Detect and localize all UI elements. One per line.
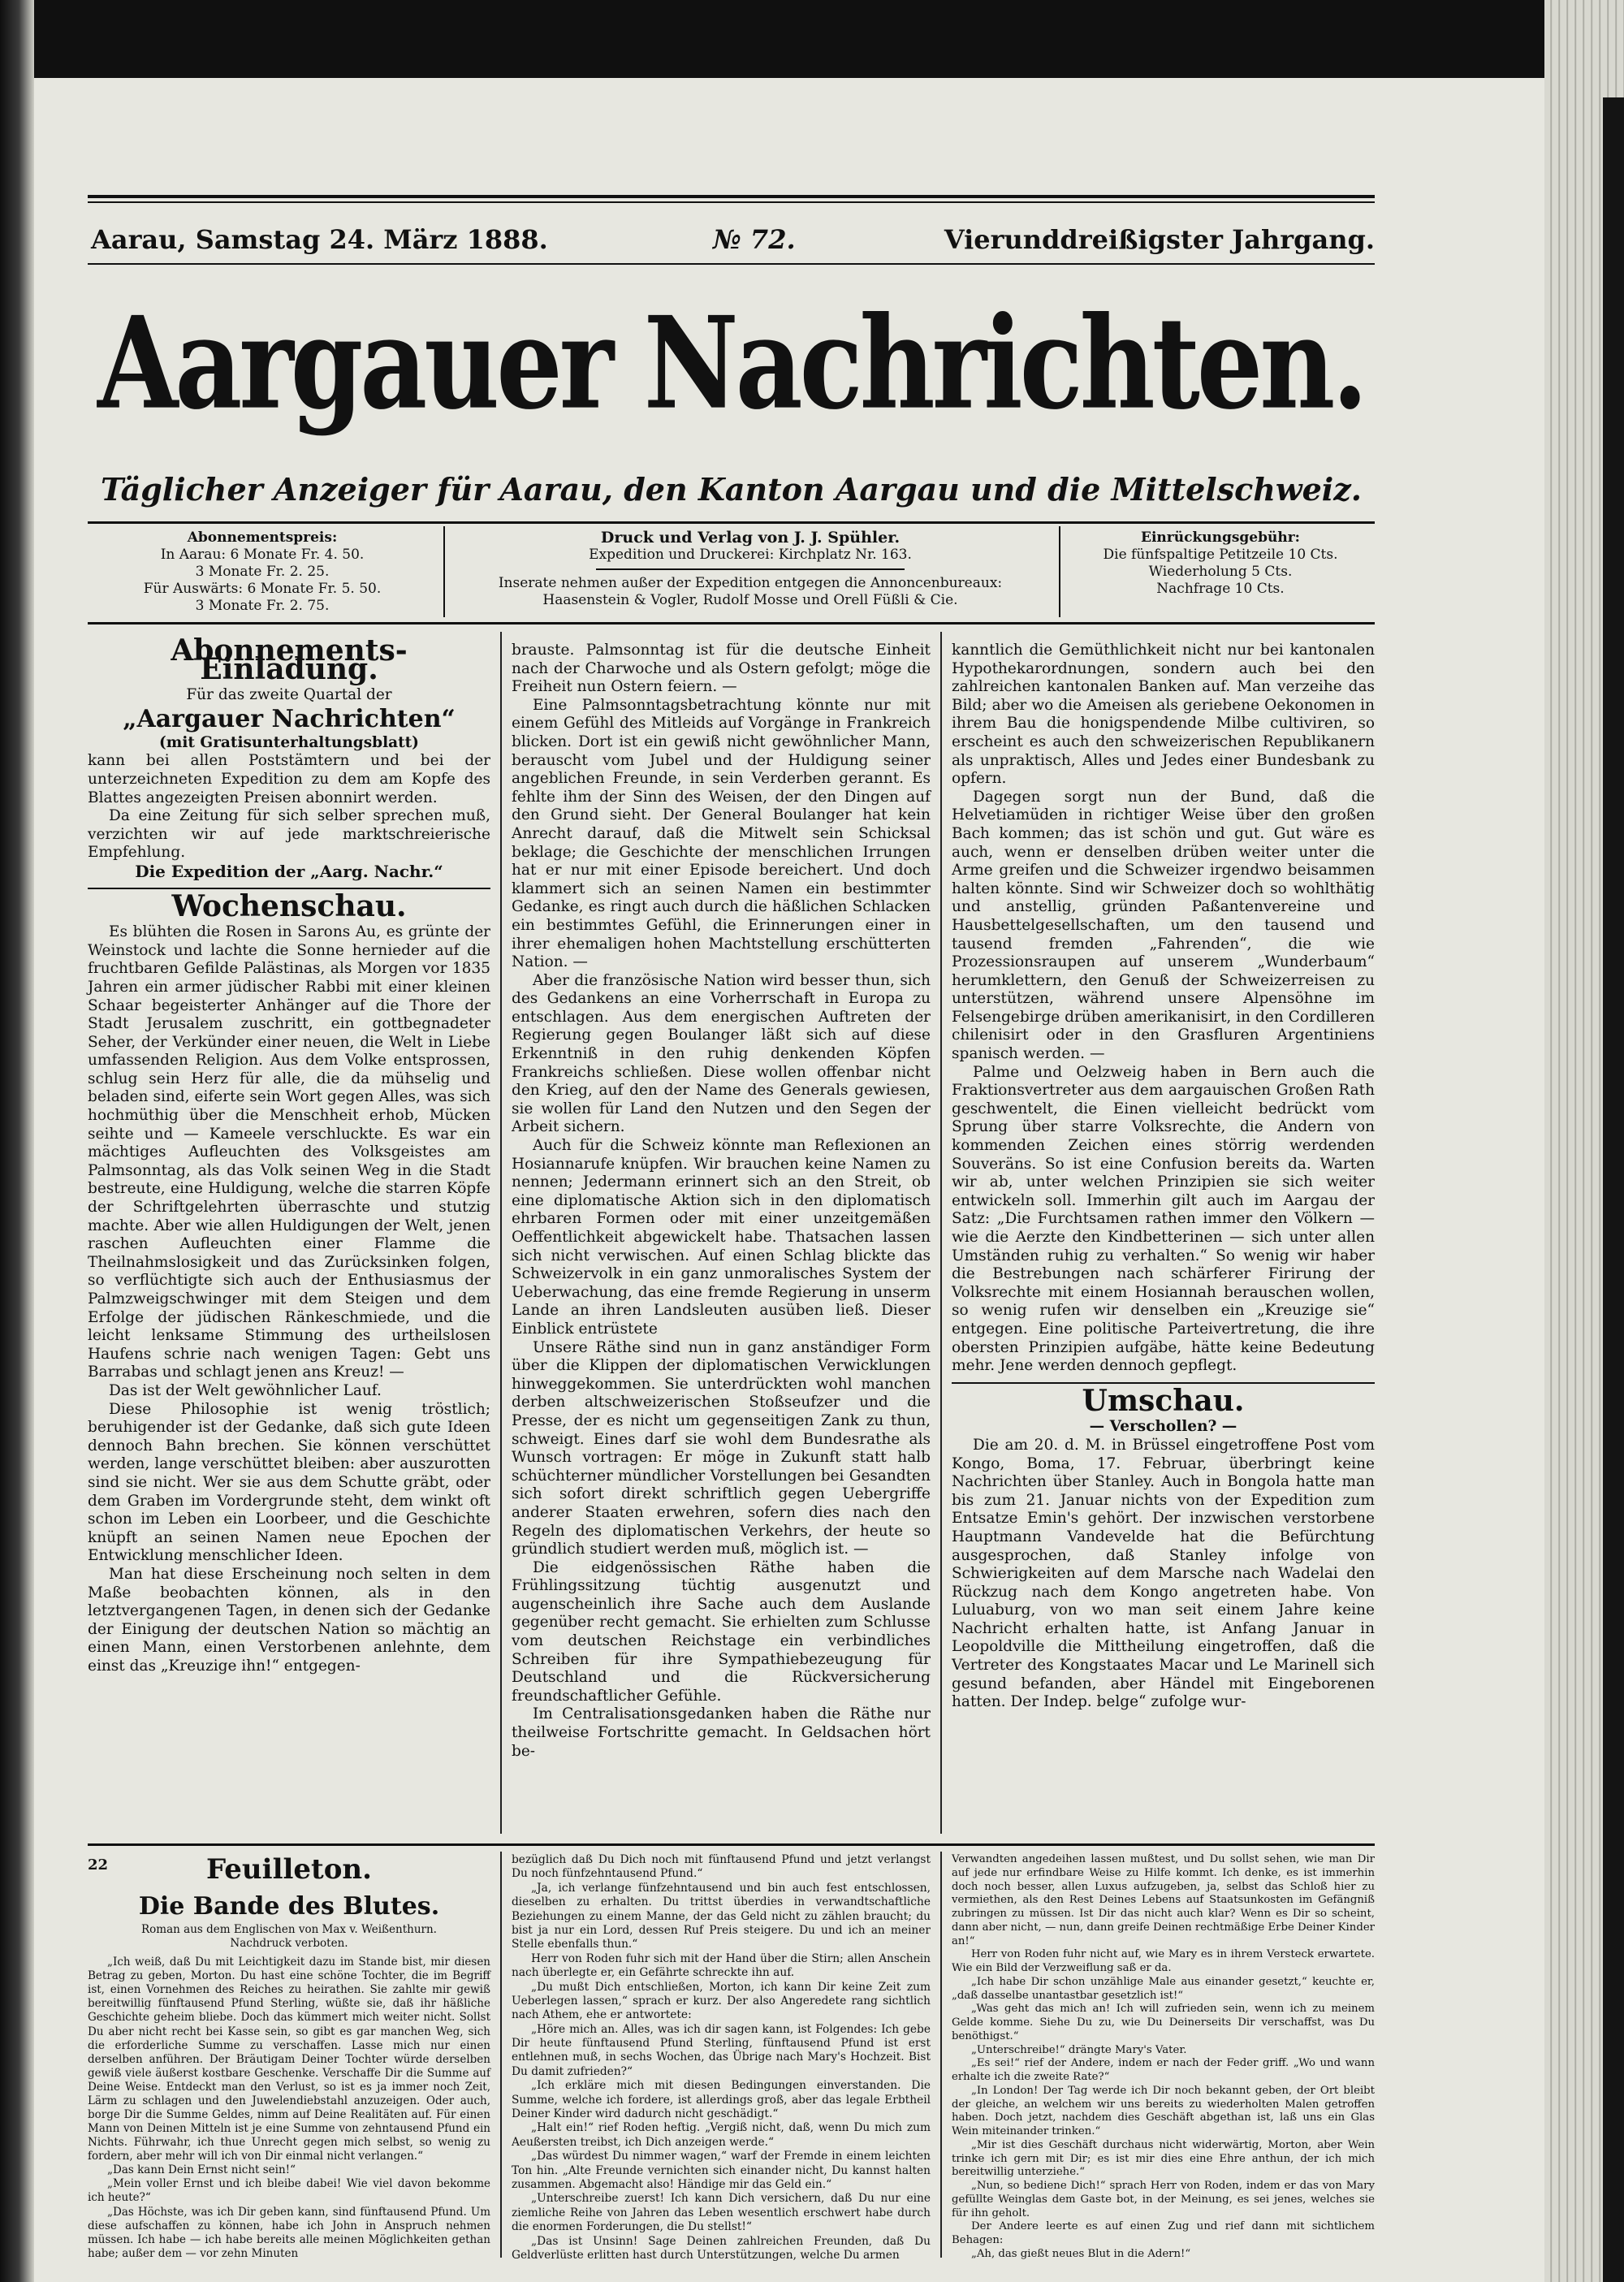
novel-title: Die Bande des Blutes. [138,1892,440,1921]
subscription-line: 3 Monate Fr. 2. 25. [195,564,330,580]
ads-line: Inserate nehmen außer der Expedition entgegen die Annoncenbureaux: [498,575,1003,591]
insertion-title: Einrückungsgebühr: [1141,529,1300,546]
info-box [88,525,1375,620]
umschau-subheading: — Verschollen? — [1089,1418,1237,1436]
article-paragraph: Man hat diese Erscheinung noch selten in dem Maße beobachten können, als in den letztvergangenen Tagen, in denen sich der Gedanke der Einigung der deutschen Nation so mächtig an einen Mann, einen Verstorbenen anlehnte, dem einst das „Kreuzige ihn!“ entgegen- [88,1565,490,1675]
place-date: Aarau, Samstag 24. März 1888. [91,224,548,255]
top-rule-thin [88,201,1375,203]
novel-paragraph: „Das kann Dein Ernst nicht sein!“ [107,2163,296,2177]
novel-paragraph: „Ich habe Dir schon unzählige Male aus einander gesetzt,“ keuchte er, „daß dasselbe unantastbar gesetzlich ist!“ [952,1975,1375,2002]
invitation-text: Da eine Zeitung für sich selber sprechen muß, verzichten wir auf jede marktschreierische Empfehlung. [88,807,490,862]
ads-agencies: Haasenstein & Vogler, Rudolf Mosse und Orell Füßli & Cie. [542,592,958,608]
novel-paragraph: Herr von Roden fuhr nicht auf, wie Mary es in ihrem Versteck erwartete. Wie ein Bild der Verzweiflung saß er da. [952,1948,1375,1974]
issue-number: № 72. [713,224,796,255]
novel-paragraph: bezüglich daß Du Dich noch mit fünftausend Pfund und jetzt verlangst Du noch fünfzehntausend Pfund.“ [512,1853,931,1881]
feuilleton-rule [88,1843,1375,1846]
novel-paragraph: „Unterschreibe zuerst! Ich kann Dich versichern, daß Du nur eine ziemliche Reihe von Jahren das Leben wesentlich erschwert habe durch die enormen Forderungen, die Du stellst!“ [512,2192,931,2234]
umschau-heading: Umschau. [1082,1383,1245,1418]
novel-paragraph: Verwandten angedeihen lassen mußtest, und Du sollst sehen, wie man Dir auf jede nur erfindbare Weise zu Hilfe kommt. Ich denke, es ist immerhin doch noch besser, allen Luxus aufzugeben, ja, selbst das Schloß hier zu vermiethen, als den Rest Deines Lebens auf Staatsunkosten im Gefängniß zubringen zu müssen. Ist Dir das nicht auch klar? Wenn es Dir so scheint, dann aber nicht, — nun, dann greife Deinen rechtmäßige Erbe Deiner Kinder an!“ [952,1853,1375,1947]
column-2 [512,642,931,1761]
column-1 [88,633,490,1675]
publisher-box [450,529,1051,609]
info-divider [1059,526,1060,617]
binding-shadow [0,0,34,2282]
feuilleton-column-3 [952,1853,1375,2262]
novel-paragraph: „Ja, ich verlange fünfzehntausend und bin auch fest entschlossen, dieselben zu erhalten. Du trittst überdies in verwandtschaftliche Beziehungen zu einem Manne, der das Geld nicht zu zählen braucht; du bist ja nur ein Lord, dessen Ruf Preis steigere. Du und ich an meiner Stelle ebenfalls thun.“ [512,1881,931,1951]
subscription-line: Für Auswärts: 6 Monate Fr. 5. 50. [143,581,382,597]
feuilleton-column-2 [512,1853,931,2263]
feuilleton-heading: Feuilleton. [206,1853,372,1886]
novel-paragraph: „Mein voller Ernst und ich bleibe dabei! Wie viel davon bekomme ich heute?“ [88,2177,490,2205]
masthead-subtitle: Täglicher Anzeiger für Aarau, den Kanton Aargau und die Mittelschweiz. [100,471,1363,508]
insertion-line: Wiederholung 5 Cts. [1148,564,1293,580]
publisher-title: Druck und Verlag von J. J. Spühler. [600,529,901,547]
article-paragraph: Palme und Oelzweig haben in Bern auch die Fraktionsvertreter aus dem aargauischen Großen Rath geschwentelt, die Einen vielleicht bedrückt vom Sprung über starre Volksrechte, die Andern von kommenden Zeichen eines störrig werdenden Souveräns. So ist eine Confusion bereits da. Warten wir ab, unter welchen Prinzipien sie sich weiter entwickeln soll. Immerhin gilt auch im Aargau der Satz: „Die Furchtsamen rathen immer den Völkern — wie die Aerzte den Kindbetterinen — sich unter allen Umständen ruhig zu verhalten.“ So wenig wir haber die Bestrebungen nach schärferer Firirung der Volksrechte mit einem Hosiannah berauschen wollen, so wenig rufen wir denselben ein „Kreuzige sie“ entgegen. Eine politische Parteivertretung, die ihre obersten Prinzipien aufgäbe, hätte keine Bedeutung mehr. Jene werden dennoch gepflegt. [952,1063,1375,1375]
novel-paragraph: „Das ist Unsinn! Sage Deinen zahlreichen Freunden, daß Du Geldverlüste erlitten hast durch Unterstützungen, welche Du armen [512,2234,931,2262]
novel-paragraph: „Höre mich an. Alles, was ich dir sagen kann, ist Folgendes: Ich gebe Dir heute fünftausend Pfund Sterling, fünftausend Pfund ist erst entlehnen muß, in sechs Wochen, das Übrige nach Mary's Hochzeit. Bist Du damit zufrieden?“ [512,2022,931,2078]
insertion-line: Nachfrage 10 Cts. [1156,581,1285,597]
novel-byline: Roman aus dem Englischen von Max v. Weißenthurn. [141,1923,437,1936]
publisher-rule [596,568,905,570]
novel-paragraph: „Es sei!“ rief der Andere, indem er nach der Feder griff. „Wo und wann erhalte ich die zweite Rate?“ [952,2057,1375,2083]
article-paragraph: Dagegen sorgt nun der Bund, daß die Helvetiamüden in richtiger Weise über den großen Bach kommen; das ist schön und gut. Gut wäre es auch, wenn er denselben drüben weiter unter die Arme greifen und die Schweizer irgendwo beisammen halten könnte. Sind wir Schweizer doch so wohlthätig und anstellig, gründen Paßantenvereine und Hausbettelgesellschaften, um den tausend und tausend fremden „Fahrenden“, die wie Prozessionsraupen auf unserem „Wunderbaum“ herumklettern, den Genuß der Schweizerreisen zu unterstützen, während unsere Alpensöhne im Felsengebirge drüben amerikanisirt, in den Cordilleren chilenisirt oder in den Grasfluren Argentiniens spanisch werden. — [952,788,1375,1063]
weekly-review-heading: Wochenschau. [171,888,407,923]
dateline [88,224,1375,261]
feuilleton-column-1 [88,1853,490,2261]
article-paragraph: brauste. Palmsonntag ist für die deutsche Einheit nach der Charwoche und als Ostern gefolgt; möge die Freiheit nun Ostern feiern. — [512,642,931,696]
novel-paragraph: Der Andere leerte es auf einen Zug und rief dann mit sichtlichem Behagen: [952,2220,1375,2246]
invitation-paper-note: (mit Gratisunterhaltungsblatt) [159,733,419,751]
column-rule [500,1852,502,2258]
invitation-paper-name: „Aargauer Nachrichten“ [123,704,456,733]
insertion-line: Die fünfspaltige Petitzeile 10 Cts. [1103,547,1338,563]
article-paragraph: Diese Philosophie ist wenig tröstlich; beruhigender ist der Gedanke, daß sich gute Ideen dennoch Bahn brechen. Sie können verschüttet werden, lange verschüttet bleiben: aber auszurotten sind sie nicht. Wer sie aus dem Schutte gräbt, oder dem Graben im Vordergrunde steht, dem winkt oft schon im Leben ein Loorbeer, und die Geschichte knüpft an seinen Namen neue Epochen der Entwicklung menschlicher Ideen. [88,1400,490,1565]
subscription-box [88,529,437,615]
novel-paragraph: „Du mußt Dich entschließen, Morton, ich kann Dir keine Zeit zum Ueberlegen lassen,“ sprach er kurz. Der also Angeredete rang sichtlich nach Athem, ehe er antwortete: [512,1980,931,2022]
infobox-top-rule [88,521,1375,524]
page-content [88,195,1375,2282]
feuilleton-number: 22 [88,1856,109,1874]
novel-paragraph: „Was geht das mich an! Ich will zufrieden sein, wenn ich zu meinem Gelde komme. Siehe Du zu, wie Du Deinerseits Dir verschaffst, was Du benöthigst.“ [952,2003,1375,2042]
novel-paragraph: „Das würdest Du nimmer wagen,“ warf der Fremde in einem leichten Ton hin. „Alte Freunde vernichten sich einander nicht, Du kannst halten zusammen. Abgemacht also! Händige mir das Geld ein.“ [512,2150,931,2191]
novel-paragraph: „Das Höchste, was ich Dir geben kann, sind fünftausend Pfund. Um diese aufschaffen zu können, habe ich John in Anspruch nehmen müssen. Ich habe — ich habe bereits alle meinen Möglichkeiten gethan habe; außer dem — vor zehn Minuten [88,2205,490,2260]
subscription-title: Abonnementspreis: [187,529,338,546]
novel-paragraph: „Halt ein!“ rief Roden heftig. „Vergiß nicht, daß, wenn Du mich zum Aeußersten treibst, ich Dich anzeigen werde.“ [512,2121,931,2149]
novel-paragraph: Herr von Roden fuhr sich mit der Hand über die Stirn; allen Anschein nach überlegte er, ein Gefährte schreckte ihn auf. [512,1951,931,1980]
article-paragraph: Es blühten die Rosen in Sarons Au, es grünte der Weinstock und lachte die Sonne hernieder auf die fruchtbaren Gefilde Palästinas, als Morgen vor 1835 Jahren ein armer jüdischer Rabbi mit einer kleinen Schaar begeisterter Anhänger auf die Thore der Stadt Jerusalem zuschritt, ein gottbegnadeter Seher, der Verkünder einer neuen, die Welt in Liebe umfassenden Religion. Aus dem Volke entsprossen, schlug sein Herz für alle, die da mühselig und beladen sind, eiferte sein Wort gegen Alles, was sich hochmüthig über die Menschheit erhob, Mücken seihte und — Kameele verschluckte. Es war ein mächtiges Aufleuchten des Volksgeistes am Palmsonntag, als das Volk seinen Weg in die Stadt bestreute, eine Huldigung, welche die starren Köpfe der Schriftgelehrten überraschte und stutzig machte. Aber wie allen Huldigungen der Welt, jenen raschen Aufleuchten einer Flamme die Theilnahmslosigkeit und das Zurücksinken folgen, so verflüchtigte sich auch der Enthusiasmus der Palmzweigschwinger mit dem Steigen und dem Erfolge der jüdischen Ränkeschmiede, und die leicht lenksame Stimmung des urtheilslosen Haufens schrie nach wenigen Tagen: Gebt uns Barrabas und schlagt jenen ans Kreuz! — [88,923,490,1381]
top-rule [88,195,1375,198]
column-rule [940,632,942,1834]
column-rule [940,1852,942,2258]
subscription-invitation-heading: Abonnements-Einladung. [171,633,408,686]
publisher-address: Expedition und Druckerei: Kirchplatz Nr. 163. [589,547,912,563]
novel-paragraph: „Nun, so bediene Dich!“ sprach Herr von Roden, indem er das von Mary gefüllte Weinglas dem Gaste bot, in der Meinung, es sei jenes, welches sie für ihn geholt. [952,2180,1375,2219]
article-paragraph: Auch für die Schweiz könnte man Reflexionen an Hosiannarufe knüpfen. Wir brauchen keine Namen zu nennen; Jedermann erinnert sich an den Streit, ob eine diplomatische Aktion sich in den diplomatisch ehrbaren Formen oder mit einer unzeitgemäßen Oeffentlichkeit abgewickelt habe. Thatsachen lassen sich nicht verwischen. Auf einen Schlag blickte das Schweizervolk in ein ganz unmoralisches System der Ueberwachung, das eine fremde Regierung in unserm Lande an ihren Landsleuten ausüben ließ. Dieser Einblick entrüstete [512,1137,931,1338]
novel-paragraph: „Mir ist dies Geschäft durchaus nicht widerwärtig, Morton, aber Wein trinke ich gern mit Dir; es ist mir dies eine Ehre anthun, der ich mich bereitwillig unterziehe.“ [952,2138,1375,2179]
article-paragraph: kanntlich die Gemüthlichkeit nicht nur bei kantonalen Hypothekarordnungen, sondern auch bei den zahlreichen kantonalen Banken auf. Man verzeihe das Bild; aber wo die Ameisen als geriebene Oekonomen in ihrem Bau die honigspendende Milbe cultiviren, so erscheint es auch den schweizerischen Republikanern als unpraktisch, Alles und Jedes einer Bundesbank zu opfern. [952,642,1375,788]
feuilleton-header [88,1853,490,1886]
novel-paragraph: „In London! Der Tag werde ich Dir noch bekannt geben, der Ort bleibt der gleiche, an welchem wir uns bereits zu wiederholten Malen getroffen haben. Doch jetzt, nachdem dies Geschäft abgethan ist, laß uns ein Glas Wein miteinander trinken.“ [952,2084,1375,2137]
article-paragraph: Im Centralisationsgedanken haben die Räthe nur theilweise Fortschritte gemacht. In Geldsachen hört be- [512,1705,931,1760]
article-paragraph: Aber die französische Nation wird besser thun, sich des Gedankens an eine Vorherrschaft in Europa zu entschlagen. Aus dem energischen Auftreten der Regierung gegen Boulanger läßt sich auf diese Erkenntniß in den ruhig denkenden Köpfen Frankreichs schließen. Diese wollen offenbar nicht den Krieg, auf den der Name des Generals gewiesen, sie wollen für Land den Nutzen und den Segen der Arbeit sichern. [512,971,931,1136]
masthead-title: Aargauer Nachrichten. [97,289,1365,439]
article-paragraph: Das ist der Welt gewöhnlicher Lauf. [109,1381,382,1399]
article-paragraph: Die am 20. d. M. in Brüssel eingetroffene Post vom Kongo, Boma, 17. Februar, überbringt keine Nachrichten über Stanley. Auch in Bongola hatte man bis zum 21. Januar nichts von der Expedition zum Entsatze Emin's gehört. Der inzwischen verstorbene Hauptmann Vandevelde hat die Befürchtung ausgesprochen, daß Stanley infolge von Schwierigkeiten auf dem Marsche nach Wadelai den Rückzug nach dem Kongo angetreten habe. Von Luluaburg, von wo man seit einem Jahre keine Nachricht erhalten hatte, ist Anfang Januar in Leopoldville die Mittheilung eingetroffen, daß die Vertreter des Kongstaates Macar und Le Marinell sich gesund befanden, aber Händel mit Eingeborenen hatten. Der Indep. belge“ zufolge wur- [952,1436,1375,1711]
info-divider [443,526,445,617]
reprint-note: Nachdruck verboten. [230,1937,348,1951]
article-paragraph: Eine Palmsonntagsbetrachtung könnte nur mit einem Gefühl des Mitleids auf Vorgänge in Frankreich blicken. Dort ist ein gewiß nicht gewöhnlicher Mann, berauscht vom Jubel und der Huldigung seiner angeblichen Freunde, in sein Verderben gerannt. Es fehlte ihm der Sinn des Weisen, der den Dingen auf den Grund sieht. Der General Boulanger hat kein Anrecht darauf, daß die Mitwelt sein Schicksal beklage; die Geschichte der menschlichen Irrungen hat er nur mit einer Episode bereichert. Und doch klammert sich an seinen Namen ein bestimmter Gedanke, es ringt auch durch die häßlichen Schlacken ein bestimmtes Gefühl, die Erinnerungen einer in ihrer ehemaligen hohen Machtstellung erschütterten Nation. — [512,696,931,971]
column-rule [500,632,502,1834]
insertion-box [1067,529,1374,598]
article-paragraph: Unsere Räthe sind nun in ganz anständiger Form über die Klippen der diplomatischen Verwicklungen hinweggekommen. Sie unterdrückten wohl manchen derben altschweizerischen Stoßseufzer und die Presse, der es nicht um gegenseitigen Zank zu thun, schweigt. Eines darf sie wohl dem Bundesrathe als Wunsch vortragen: Er möge in Zukunft statt halb schüchterner mündlicher Vorstellungen bei Gesandten sich sofort direkt schriftlich gegen Uebergriffe anderer Staaten erwehren, sofern dies nach den Regeln des diplomatischen Verkehrs, der heute so gründlich studiert werden muß, möglich ist. — [512,1338,931,1558]
infobox-bottom-rule [88,622,1375,625]
volume: Vierunddreißigster Jahrgang. [944,224,1375,255]
invitation-text: Für das zweite Quartal der [186,686,392,704]
novel-paragraph: „Ah, das gießt neues Blut in die Adern!“ [971,2247,1191,2260]
scan-border-top [34,0,1546,81]
novel-paragraph: „Unterschreibe!“ drängte Mary's Vater. [971,2043,1187,2056]
article-paragraph: Die eidgenössischen Räthe haben die Frühlingssitzung tüchtig ausgenutzt und augenscheinlich ihre Sache auch dem Auslande gegenüber recht gemacht. Sie erhielten zum Schlusse vom deutschen Reichstage ein verbindliches Schreiben für ihre Sympathiebezeugung für Deutschland und die Rückversicherung freundschaftlicher Gefühle. [512,1558,931,1705]
invitation-text: kann bei allen Poststämtern und bei der unterzeichneten Expedition zu dem am Kopfe des Blattes angezeigten Preisen abonnirt werden. [88,752,490,806]
subscription-line: 3 Monate Fr. 2. 75. [195,598,330,614]
novel-paragraph: „Ich weiß, daß Du mit Leichtigkeit dazu im Stande bist, mir diesen Betrag zu geben, Morton. Du hast eine schöne Tochter, die im Begriff ist, einen Vornehmen des Reiches zu heirathen. Sie zahlte mir gewiß bereitwillig fünftausend Pfund Sterling, wüßte sie, daß ihr häßliche Geschichte geheim bliebe. Doch das kümmert mich weiter nicht. Sollst Du aber nicht recht bei Kasse sein, so gibt es gar manchen Weg, sich die erforderliche Summe zu verschaffen. Lasse mich nur einen derselben anführen. Der Bräutigam Deiner Tochter würde derselben gewiß viele äußerst kostbare Geschenke. Verschaffe Dir die Summe auf Deine Weise. Entdeckt man den Verlust, so ist es ja immer noch Zeit, Lärm zu schlagen und den Juwelendiebstahl anzuzeigen. Oder auch, borge Dir die Summe Geldes, nimm auf Deine Realitäten auf. Für einen Mann von Deinen Mitteln ist je eine Summe von zehntausend Pfund ein Nichts. Führwahr, ich thue Unrecht gegen mich selbst, so wenig zu fordern, aber mehr will ich von Dir einmal nicht verlangen.“ [88,1956,490,2163]
novel-paragraph: „Ich erkläre mich mit diesen Bedingungen einverstanden. Die Summe, welche ich fordere, ist allerdings groß, aber das legale Erbtheil Deiner Kinder wird dadurch nicht geschädigt.“ [512,2079,931,2121]
invitation-signature: Die Expedition der „Aarg. Nachr.“ [135,861,443,881]
subscription-line: In Aarau: 6 Monate Fr. 4. 50. [160,547,365,563]
scan-border-right [1603,97,1624,2282]
column-3 [952,642,1375,1712]
